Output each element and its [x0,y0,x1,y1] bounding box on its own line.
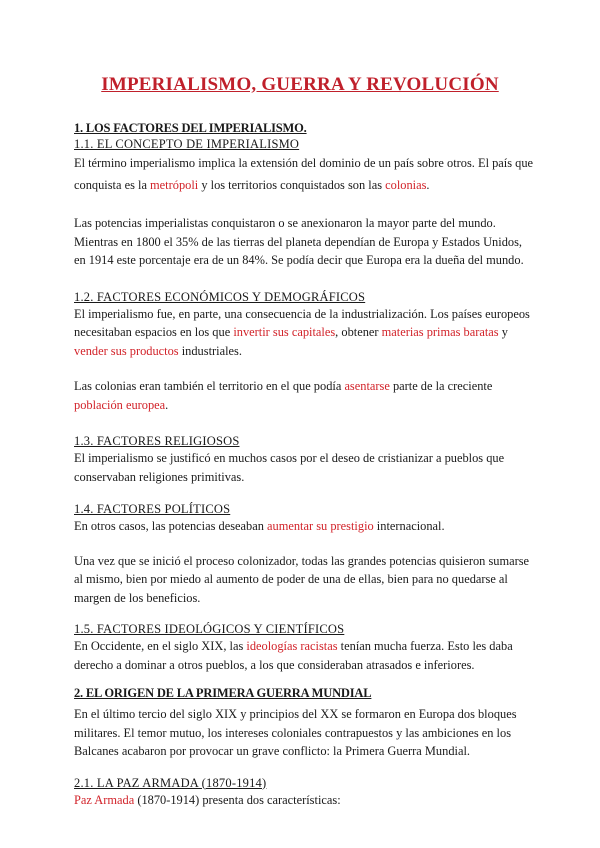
highlight-asentarse: asentarse [344,379,390,393]
document-body [74,120,534,809]
paragraph-religiosos: El imperialismo se justificó en muchos casos por el deseo de cristianizar a pueblos que conservaban religiones primitivas. [74,451,505,484]
highlight-poblacion: población europea [74,397,166,412]
paragraph-ideologicos: En Occidente, en el siglo XIX, las ideologías racistas tenían mucha fuerza. Esto les daba derecho a dominar a otros pueblos, a los que consideraban atrasados e inferiores. [74,639,513,672]
subsection-1-2-heading: 1.2. FACTORES ECONÓMICOS Y DEMOGRÁFICOS [74,289,366,304]
section-1-heading: 1. LOS FACTORES DEL IMPERIALISMO. [74,121,307,135]
highlight-paz-armada: Paz Armada [74,792,135,807]
highlight-metropoli: metrópoli [150,178,199,192]
highlight-ideologias: ideologías racistas [246,639,338,653]
highlight-materias: materias primas baratas [381,325,499,339]
highlight-vender: vender sus productos [74,343,179,358]
document-title: IMPERIALISMO, GUERRA Y REVOLUCIÓN [101,74,499,95]
paragraph-concepto-1: El término imperialismo implica la extensión del dominio de un país sobre otros. El país que conquista es la metrópoli y los territorios conquistados son las colonias. [74,156,534,192]
paragraph-politicos-2: Una vez que se inició el proceso colonizador, todas las grandes potencias quisieron sumarse al mismo, bien por miedo al aumento de poder de una de ellas, bien para no quedarse al margen de los beneficios. [74,553,530,605]
paragraph-origen: En el último tercio del siglo XIX y principios del XX se formaron en Europa dos bloques militares. El temor mutuo, los intereses coloniales contrapuestos y las ambiciones en los Balcanes acabaron por provocar un grave conflicto: la Primera Guerra Mundial. [74,707,517,758]
highlight-invertir: invertir sus capitales [233,325,336,339]
section-2-heading: 2. EL ORIGEN DE LA PRIMERA GUERRA MUNDIAL [74,686,372,700]
paragraph-economicos-2: Las colonias eran también el territorio en el que podía asentarse parte de la creciente población europea. [74,379,493,412]
highlight-prestigio: aumentar su prestigio [267,519,374,533]
paragraph-concepto-2: Las potencias imperialistas conquistaron o se anexionaron la mayor parte del mundo. Mientras en 1800 el 35% de las tierras del planeta dependían de Europa y Estados Unidos, en 1914 este porcentaje era de un 84%. Se podía decir que Europa era la dueña del mundo. [74,216,524,267]
highlight-colonias: colonias [385,178,427,192]
paragraph-economicos-1: El imperialismo fue, en parte, una consecuencia de la industrialización. Los países europeos necesitaban espacios en los que invertir sus capitales, obtener materias primas baratas y vender sus productos industriales. [74,306,530,358]
subsection-1-1-heading: 1.1. EL CONCEPTO DE IMPERIALISMO [74,137,300,151]
subsection-2-1-heading: 2.1. LA PAZ ARMADA (1870-1914) [74,775,267,790]
subsection-1-4-heading: 1.4. FACTORES POLÍTICOS [74,502,231,516]
paragraph-politicos-1: En otros casos, las potencias deseaban aumentar su prestigio internacional. [74,519,445,533]
paragraph-paz-armada: Paz Armada (1870-1914) presenta dos características: [74,792,341,807]
subsection-1-5-heading: 1.5. FACTORES IDEOLÓGICOS Y CIENTÍFICOS [74,622,345,636]
subsection-1-3-heading: 1.3. FACTORES RELIGIOSOS [74,434,240,448]
